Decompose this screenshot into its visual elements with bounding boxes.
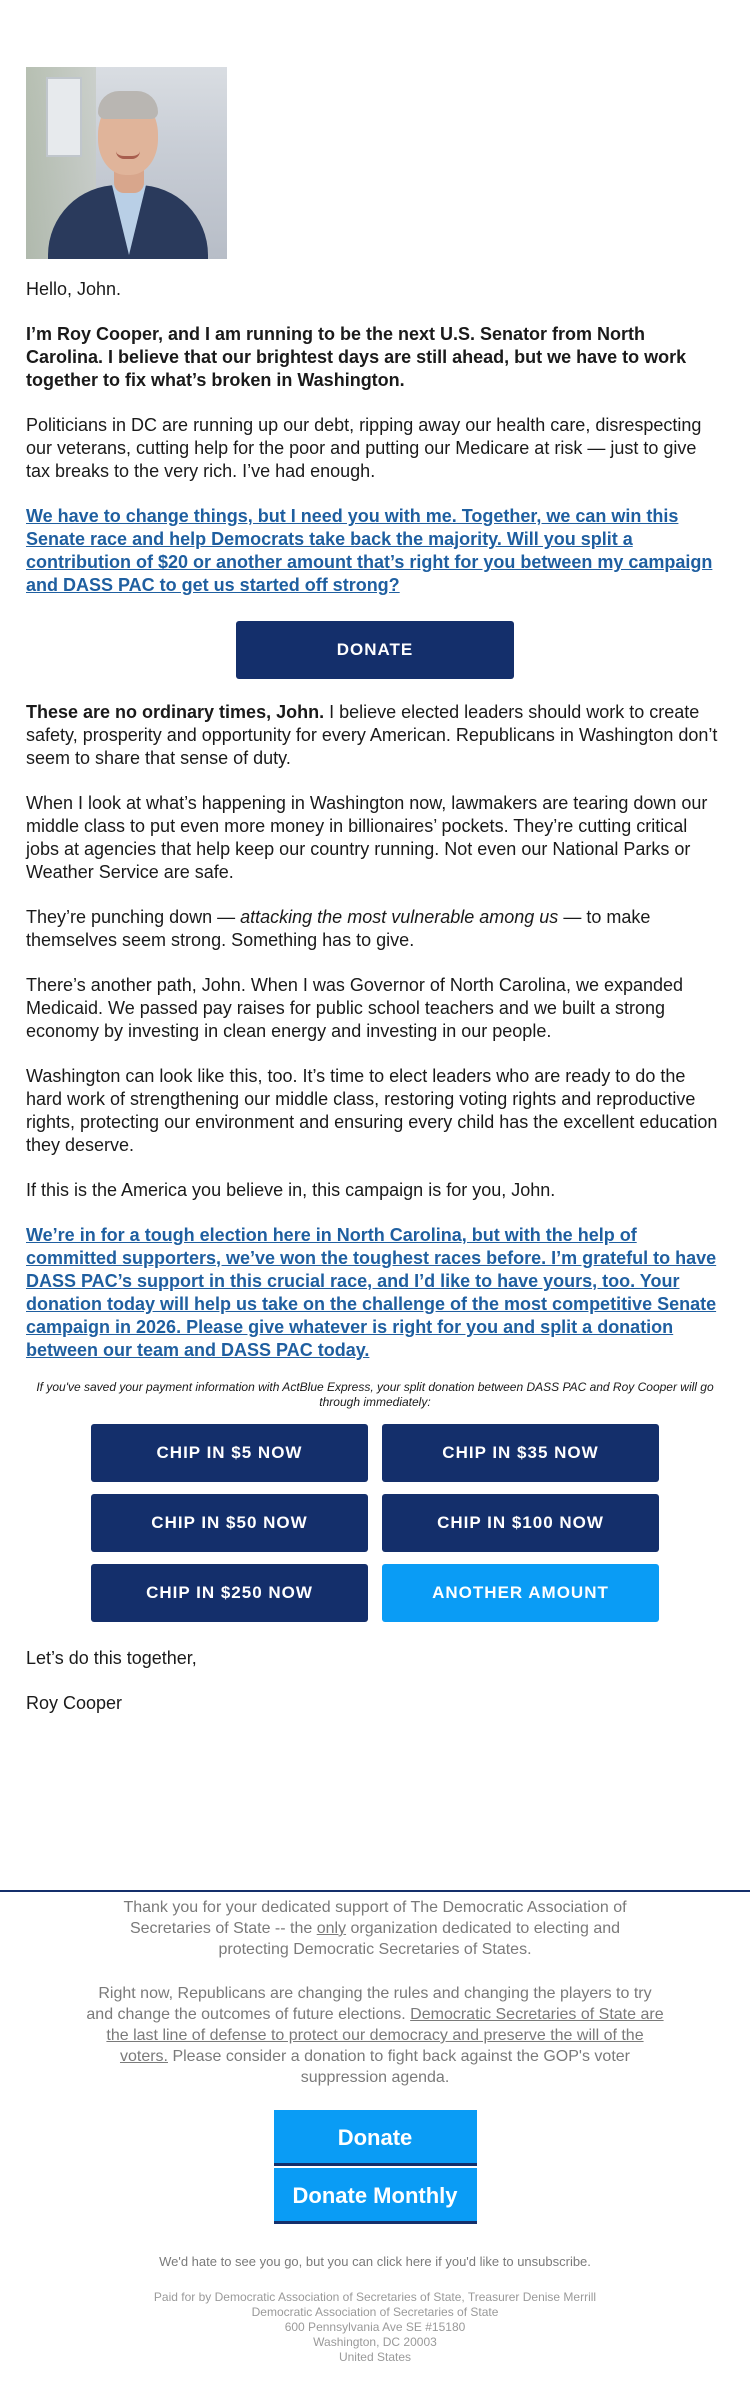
paid-for-block <box>0 2290 750 2365</box>
footer-right-now-a: Right now, Republicans are changing the rules and changing the players to try and change the outcomes of future elections. <box>86 1985 652 2023</box>
chip-5-button[interactable]: CHIP IN $5 NOW <box>91 1424 368 1482</box>
donate-button[interactable]: DONATE <box>236 621 514 679</box>
cta-paragraph-2 <box>26 1224 724 1362</box>
chip-in-grid <box>91 1424 659 1622</box>
portrait-photo <box>26 67 227 259</box>
footer <box>0 1897 750 2365</box>
footer-donate-button[interactable]: Donate <box>274 2110 477 2166</box>
cta-link-2[interactable]: We’re in for a tough election here in North Carolina, but with the help of committed supporters, we’ve won the toughest races before. I’m grateful to have DASS PAC’s support in this crucial race, and I’d like to have yours, too. Your donation today will help us take on the challenge of the most competitive Senate campaign in 2026. Please give whatever is right for you and split a donation between our team and DASS PAC today. <box>26 1225 717 1360</box>
country-line: United States <box>338 2350 412 2364</box>
paid-for-line: Paid for by Democratic Association of Secretaries of State, Treasurer Denise Merrill <box>153 2290 597 2304</box>
paragraph-another-path: There’s another path, John. When I was Governor of North Carolina, we expanded Medicaid. We passed pay raises for public school teachers and we built a strong economy by investing in clean energy and investing in our people. <box>26 975 684 1041</box>
footer-thanks-only: only <box>316 1920 347 1937</box>
cta-paragraph-1 <box>26 505 724 597</box>
footer-thanks-b: organization dedicated to electing and protecting Democratic Secretaries of States. <box>218 1920 621 1958</box>
ordinary-times-bold: These are no ordinary times, John. <box>26 702 325 722</box>
photo-background-window <box>46 77 82 157</box>
address-line-1: 600 Pennsylvania Ave SE #15180 <box>284 2320 466 2334</box>
signoff: Let’s do this together, <box>26 1648 197 1668</box>
ordinary-times-rest: I believe elected leaders should work to create safety, prosperity and opportunity for every American. Republicans in Washington don’t seem to share that sense of duty. <box>26 702 718 768</box>
greeting: Hello, John. <box>26 279 122 299</box>
paragraph-punching-down <box>26 906 724 952</box>
punching-down-b: — to make themselves seem strong. Something has to give. <box>26 907 651 950</box>
donate-button-wrap <box>26 621 724 679</box>
signature: Roy Cooper <box>26 1693 123 1713</box>
cta-link-1[interactable]: We have to change things, but I need you with me. Together, we can win this Senate race and help Democrats take back the majority. Will you split a contribution of $20 or another amount that’s right for you between my campaign and DASS PAC to get us started off strong? <box>26 506 713 595</box>
footer-thanks <box>95 1897 655 1960</box>
actblue-note: If you've saved your payment information with ActBlue Express, your split donation between DASS PAC and Roy Cooper will go through immediately: <box>36 1380 714 1409</box>
footer-donate-monthly-button[interactable]: Donate Monthly <box>274 2168 477 2224</box>
address-line-2: Washington, DC 20003 <box>313 2335 437 2349</box>
paragraph-washington: When I look at what’s happening in Washington now, lawmakers are tearing down our middle class to put even more money in billionaires’ pockets. They’re cutting critical jobs at agencies that help keep our country running. Not even our National Parks or Weather Service are safe. <box>26 793 708 882</box>
photo-hair <box>98 91 158 119</box>
footer-defense-link[interactable]: Democratic Secretaries of State are the last line of defense to protect our democracy and preserve the will of the voters. <box>106 2006 664 2065</box>
footer-right-now <box>85 1983 665 2088</box>
unsubscribe-link[interactable]: We'd hate to see you go, but you can click here if you'd like to unsubscribe. <box>159 2254 591 2269</box>
paragraph-debt: Politicians in DC are running up our debt, ripping away our health care, disrespecting our veterans, cutting help for the poor and putting our Medicare at risk — just to give tax breaks to the very rich. I’ve had enough. <box>26 415 702 481</box>
chip-35-button[interactable]: CHIP IN $35 NOW <box>382 1424 659 1482</box>
intro-paragraph: I’m Roy Cooper, and I am running to be the next U.S. Senator from North Carolina. I believe that our brightest days are still ahead, but we have to work together to fix what’s broken in Washington. <box>26 324 687 390</box>
chip-250-button[interactable]: CHIP IN $250 NOW <box>91 1564 368 1622</box>
org-line: Democratic Association of Secretaries of State <box>251 2305 499 2319</box>
footer-divider <box>0 1890 750 1892</box>
another-amount-button[interactable]: ANOTHER AMOUNT <box>382 1564 659 1622</box>
chip-50-button[interactable]: CHIP IN $50 NOW <box>91 1494 368 1552</box>
punching-down-em: attacking the most vulnerable among us <box>240 907 559 927</box>
punching-down-a: They’re punching down — <box>26 907 241 927</box>
paragraph-america: If this is the America you believe in, this campaign is for you, John. <box>26 1180 556 1200</box>
paragraph-ordinary-times <box>26 701 724 770</box>
paragraph-look-like-this: Washington can look like this, too. It’s time to elect leaders who are ready to do the hard work of strengthening our middle class, restoring voting rights and reproductive rights, protecting our environment and ensuring every child has the excellent education they deserve. <box>26 1066 718 1155</box>
footer-right-now-b: Please consider a donation to fight back against the GOP's voter suppression agenda. <box>168 2048 630 2086</box>
chip-100-button[interactable]: CHIP IN $100 NOW <box>382 1494 659 1552</box>
footer-thanks-a: Thank you for your dedicated support of The Democratic Association of Secretaries of State -- the <box>123 1899 627 1937</box>
